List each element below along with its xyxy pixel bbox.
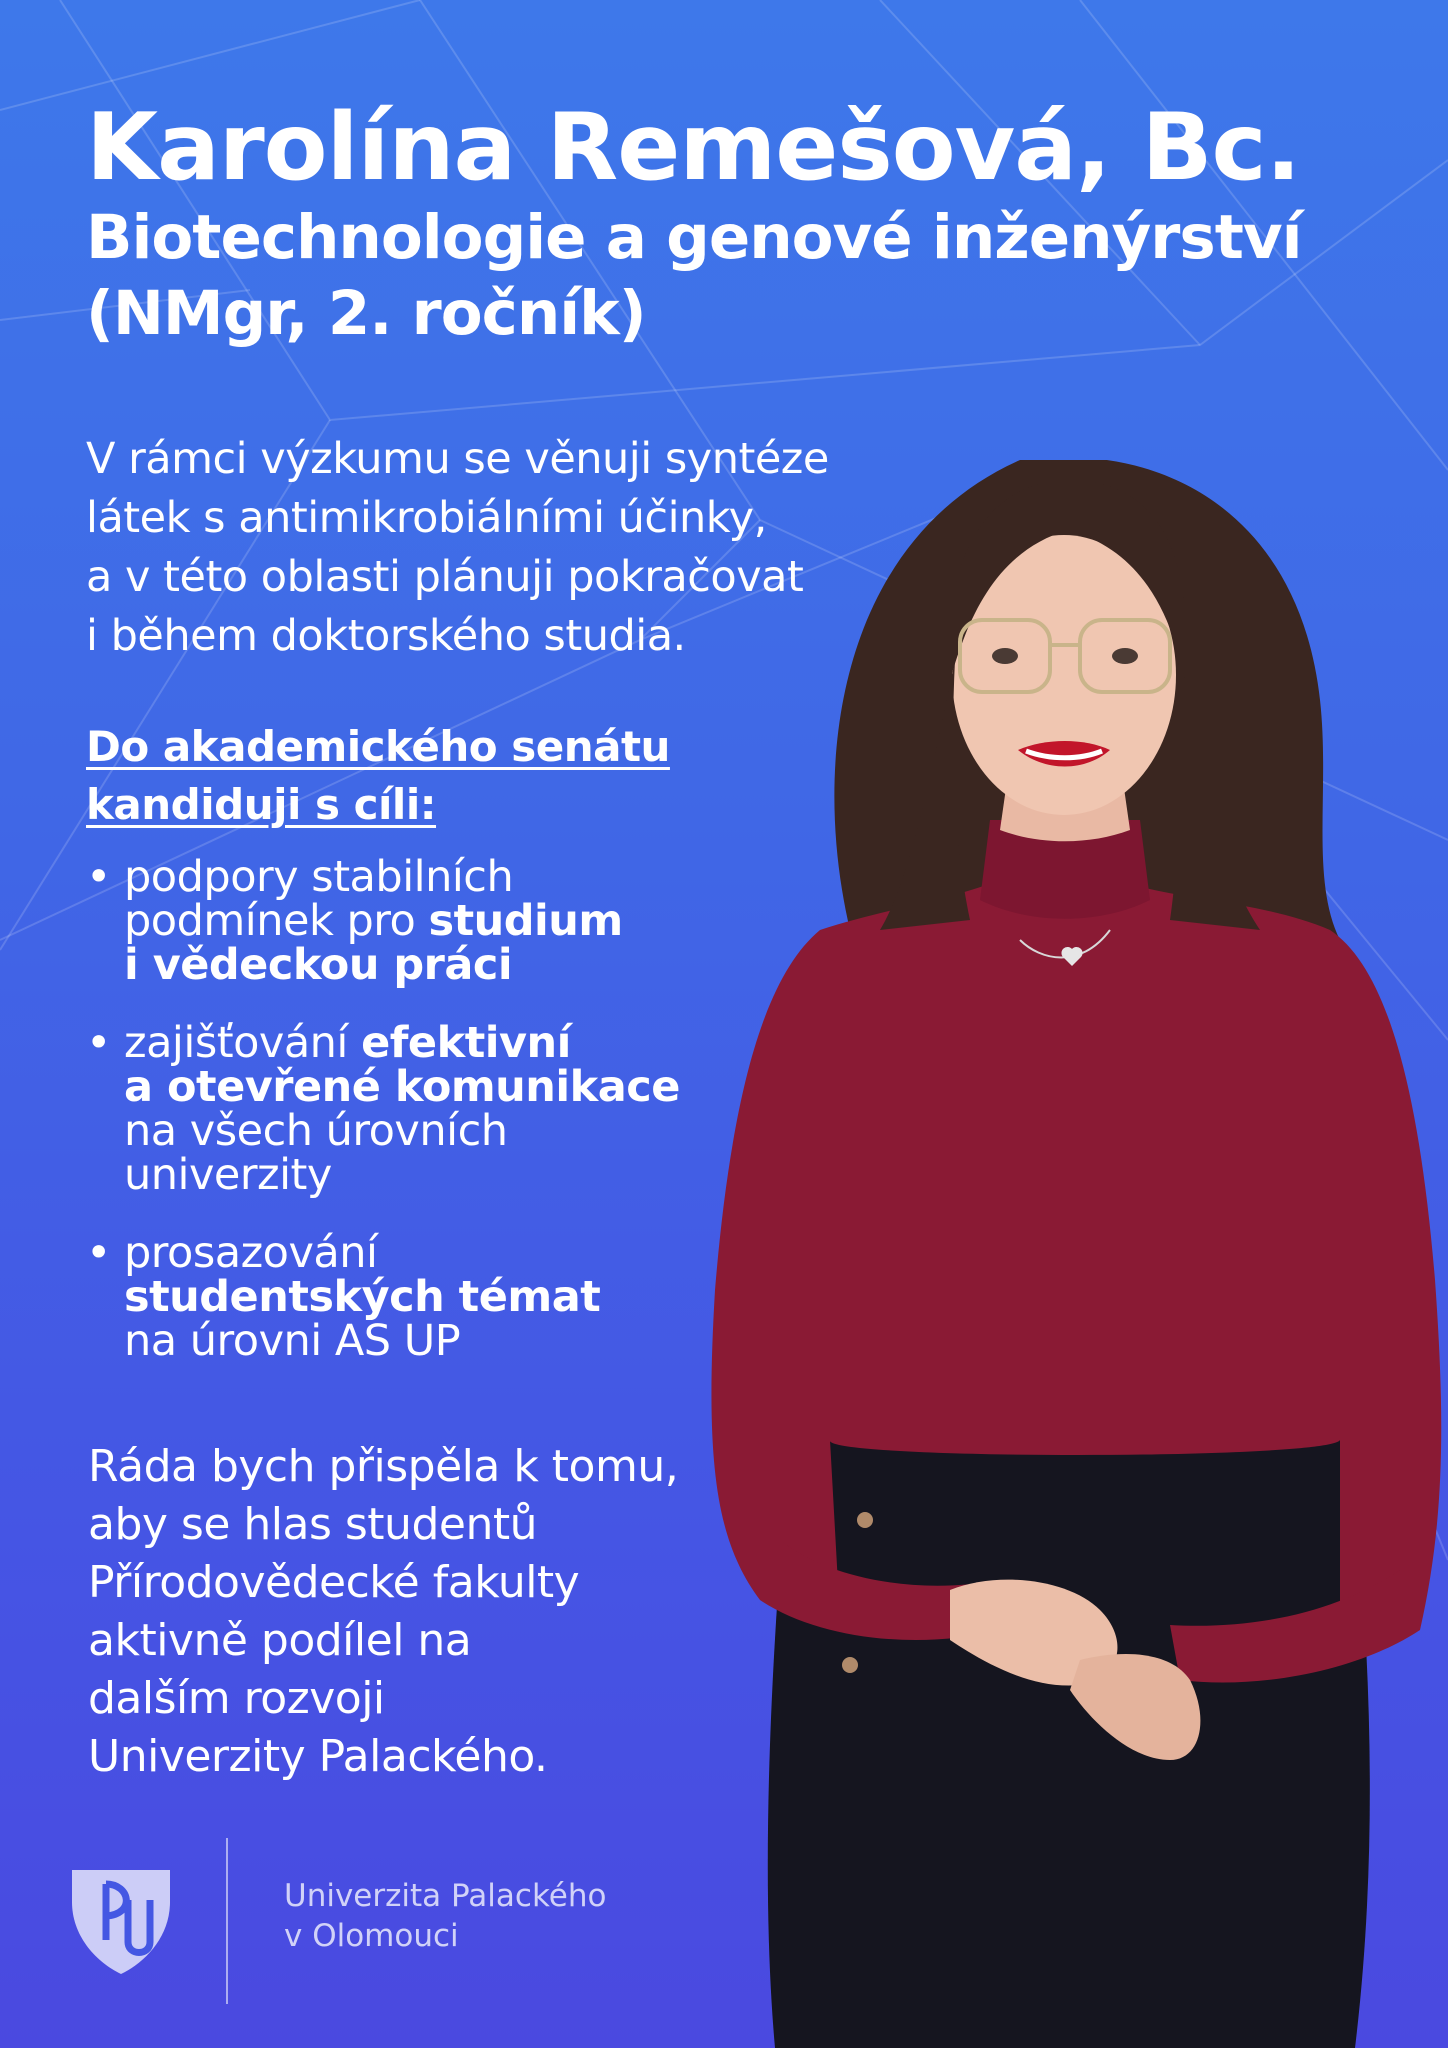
goal-text: zajišťování <box>124 1018 362 1068</box>
bullet-icon: • <box>86 1228 111 1278</box>
closing-statement <box>88 1438 678 1786</box>
goal-line: univerzity <box>124 1150 332 1200</box>
goals-list <box>86 852 766 1366</box>
goal-item <box>86 852 766 990</box>
intro-line: a v této oblasti plánuji pokračovat <box>86 552 804 602</box>
intro-line: i během doktorského studia. <box>86 611 686 661</box>
goal-line: na úrovni AS UP <box>124 1316 461 1366</box>
university-name: Univerzita Palackého <box>284 1878 607 1914</box>
study-program-line: Biotechnologie a genové inženýrství <box>86 202 1302 273</box>
university-logo-text <box>284 1876 607 1956</box>
logo-divider <box>226 1838 228 2004</box>
goal-text: podmínek pro <box>124 896 429 946</box>
goal-emphasis: studentských témat <box>124 1272 601 1322</box>
goal-emphasis: efektivní <box>361 1018 571 1068</box>
goal-emphasis: a otevřené komunikace <box>124 1062 680 1112</box>
candidate-name: Karolína Remešová, Bc. <box>86 93 1301 201</box>
goal-line <box>124 1018 766 1068</box>
study-program <box>86 200 1302 352</box>
goal-emphasis: i vědeckou práci <box>124 940 513 990</box>
intro-line: V rámci výzkumu se věnuji syntéze <box>86 434 829 484</box>
closing-line: Ráda bych přispěla k tomu, <box>88 1441 679 1492</box>
bullet-icon: • <box>86 1018 111 1068</box>
university-city: v Olomouci <box>284 1918 459 1954</box>
closing-line: Univerzity Palackého. <box>88 1731 548 1782</box>
goal-line: prosazování <box>124 1228 378 1278</box>
goal-item <box>86 1018 766 1200</box>
goal-line <box>124 896 766 946</box>
goal-line: podpory stabilních <box>124 852 514 902</box>
candidate-portrait <box>700 460 1448 2048</box>
closing-line: Přírodovědecké fakulty <box>88 1557 580 1608</box>
closing-line: aktivně podílel na <box>88 1615 472 1666</box>
goal-emphasis: studium <box>428 896 623 946</box>
up-shield-logo-icon <box>68 1866 174 1976</box>
bullet-icon: • <box>86 852 111 902</box>
closing-line: aby se hlas studentů <box>88 1499 537 1550</box>
goals-heading-line: Do akademického senátu <box>86 722 670 771</box>
closing-line: dalším rozvoji <box>88 1673 385 1724</box>
goal-line: na všech úrovních <box>124 1106 508 1156</box>
goal-item <box>86 1228 766 1366</box>
intro-line: látek s antimikrobiálními účinky, <box>86 493 767 543</box>
goals-heading-line: kandiduji s cíli: <box>86 780 437 829</box>
study-year-line: (NMgr, 2. ročník) <box>86 278 646 349</box>
goals-heading <box>86 718 670 834</box>
